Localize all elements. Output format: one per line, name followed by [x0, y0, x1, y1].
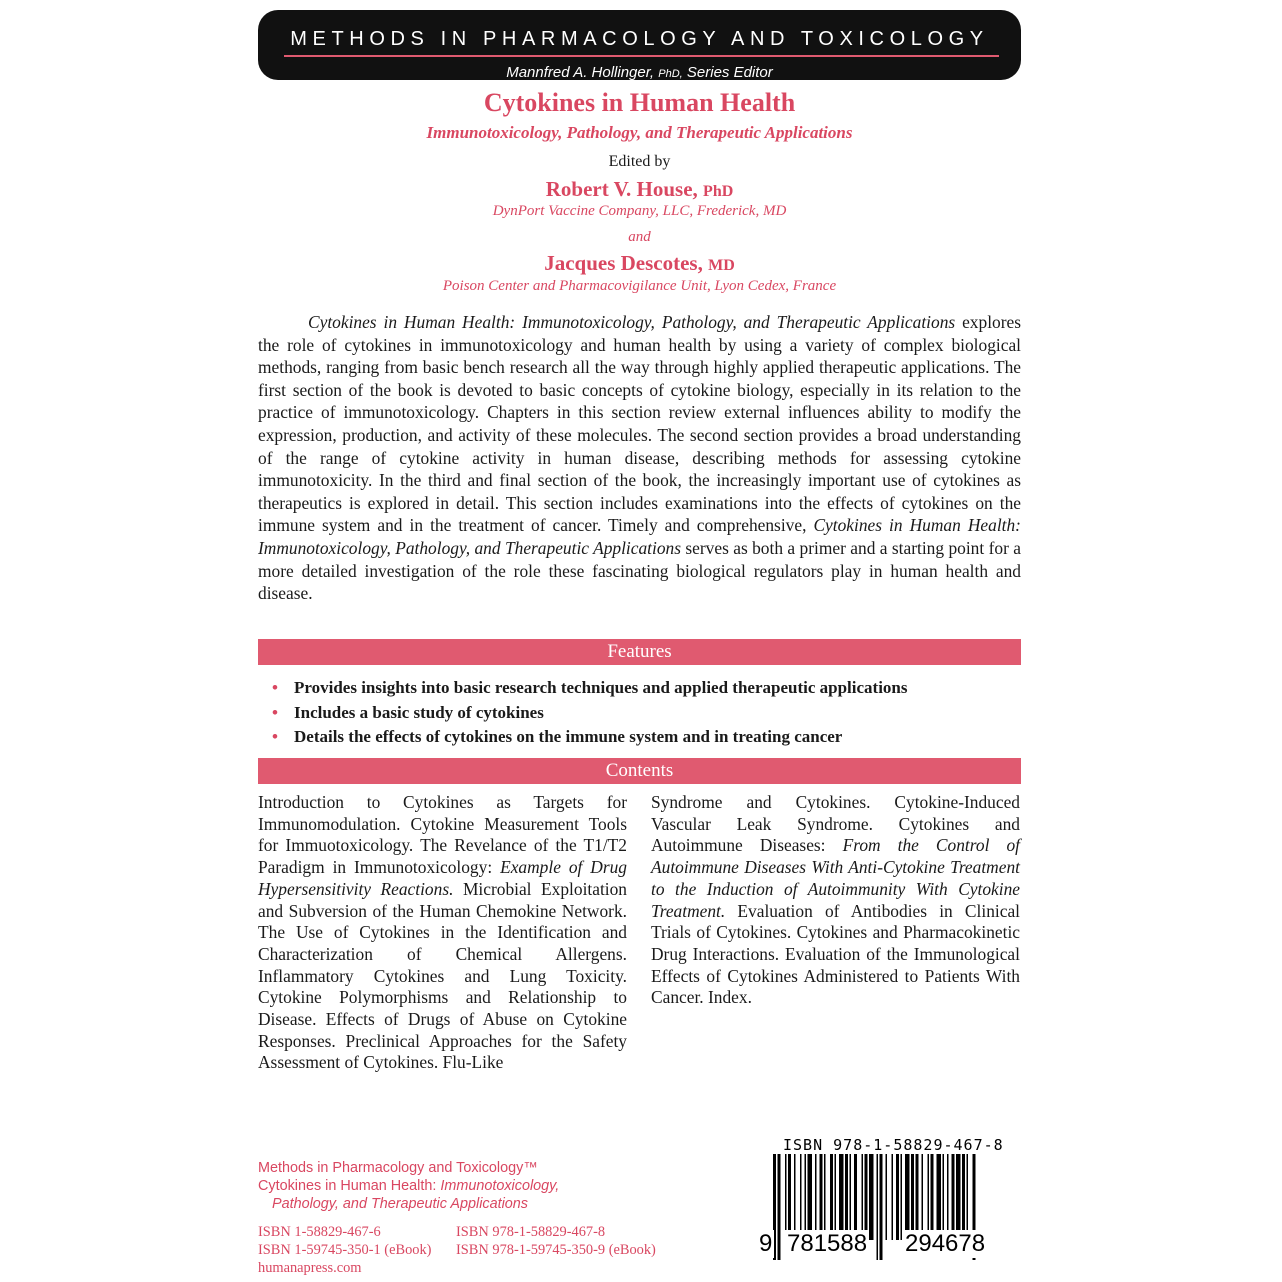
barcode-bar: [839, 1154, 844, 1240]
barcode-bar: [805, 1154, 807, 1240]
description-part1: explores the role of cytokines in immunotoxicology and human health by using a variety of complex biological methods, ranging from basic bench research all the way through highly applied therapeutic applications. The first section of the book is devoted to basic concepts of cytokine biology, especially in its relation to the practice of immunotoxicology. Chapters in this section review external influences ability to modify the expression, production, and activity of these molecules. The second section provides a broad understanding of the range of cytokine activity in human disease, describing methods for assessing cytokine immunotoxicity. In the third and final section of the book, the increasingly important use of cytokines as therapeutics is explored in detail. This section includes examinations into the effects of cytokines on the immune system and in the treatment of cancer. Timely and comprehensive,: [258, 312, 1022, 536]
barcode-bar: [901, 1154, 903, 1240]
isbn-grid: [258, 1223, 698, 1259]
editor1-name: Robert V. House,: [545, 177, 698, 201]
book-title: Cytokines in Human Health: [483, 88, 796, 117]
barcode-bar: [911, 1154, 914, 1240]
barcode-bar: [850, 1154, 852, 1240]
barcode-bar: [928, 1154, 930, 1240]
description-paragraph: [258, 311, 1021, 605]
feature-text: Includes a basic study of cytokines: [294, 702, 544, 722]
description-part2: serves as both a primer and a starting point for a more detailed investigation of the role these fascinating biological regulators play in human health and disease.: [258, 537, 1021, 604]
isbn13-ebook: ISBN 978-1-59745-350-9 (eBook): [456, 1242, 656, 1258]
editor2-name: Jacques Descotes,: [544, 251, 703, 275]
contents-left-b: Microbial Exploitation and Subversion of the Human Chemokine Network. The Use of Cytokines in the Identification and Characterization of Chemical Allergens. Inflammatory Cytokines and Lung Toxicity. Cytokine Polymorphisms and Relationship to Disease. Effects of Drugs of Abuse on Cytokine Responses. Preclinical Approaches for the Safety Assessment of Cytokines. Flu-Like: [258, 878, 627, 1073]
barcode-bar: [815, 1154, 817, 1240]
editor1-affiliation: DynPort Vaccine Company, LLC, Frederick, MD: [492, 203, 787, 219]
barcode-bar: [785, 1154, 787, 1240]
barcode-bar: [835, 1154, 837, 1240]
barcode-bar: [800, 1154, 802, 1240]
series-editor: [258, 64, 1021, 81]
contents-right-a: Syndrome and Cytokines. Cytokine-Induced Vascular Leak Syndrome. Cytokines and Autoimmune Diseases:: [651, 792, 1020, 856]
barcode-bar: [916, 1154, 919, 1240]
barcode-bar: [931, 1154, 934, 1240]
footer-title-plain: Cytokines in Human Health:: [258, 1178, 441, 1194]
barcode-bar: [905, 1154, 910, 1240]
barcode-bar: [952, 1154, 955, 1240]
barcode-bar: [869, 1154, 874, 1240]
series-rule: [284, 55, 999, 57]
feature-text: Provides insights into basic research techniques and applied therapeutic applications: [294, 678, 908, 697]
editor2: [258, 251, 1021, 276]
barcode-bar: [937, 1154, 942, 1240]
footer-title-italic2: Pathology, and Therapeutic Applications: [272, 1196, 528, 1212]
series-banner: [258, 10, 1021, 80]
barcode-bar: [788, 1154, 791, 1240]
contents-right-b: Evaluation of Antibodies in Clinical Trials of Cytokines. Cytokines and Pharmacokinetic Drug Interactions. Evaluation of the Immunological Effects of Cytokines Administered to Patients With Cancer. Index.: [651, 900, 1020, 1008]
barcode-number: [757, 1230, 1021, 1260]
contents-column-left: [258, 792, 627, 1074]
barcode-bar: [886, 1154, 888, 1240]
footer-title-italic1: Immunotoxicology,: [440, 1178, 560, 1194]
barcode-digit-first: 9: [759, 1230, 773, 1257]
edited-by: Edited by: [608, 153, 671, 170]
feature-text: Details the effects of cytokines on the immune system and in treating cancer: [294, 727, 843, 746]
barcode-digits-left: 781588: [787, 1230, 868, 1257]
description-italic-lead: Cytokines in Human Health: Immunotoxicology, Pathology, and Therapeutic Applications: [308, 312, 956, 332]
contents-right-italic: From the Control of Autoimmune Diseases With Anti-Cytokine Treatment to the Induction of Autoimmunity With Cytokine Treatment.: [651, 835, 1020, 921]
barcode-bar: [794, 1154, 796, 1240]
feature-item: [272, 676, 1022, 701]
contents-left-a: Introduction to Cytokines as Targets for Immunomodulation. Cytokine Measurement Tools for Immuotoxicology. The Revelance of the T1/T2 Paradigm in Immunotoxicology:: [258, 792, 627, 878]
barcode-bar: [962, 1154, 965, 1240]
isbn10-ebook: ISBN 1-59745-350-1 (eBook): [258, 1242, 432, 1258]
editor1: [258, 177, 1021, 202]
barcode-digits-right: 294678: [905, 1230, 986, 1257]
barcode-bar: [896, 1154, 899, 1240]
barcode-bar: [862, 1154, 864, 1240]
contents-left-italic: Example of Drug Hypersensitivity Reactions.: [258, 857, 627, 899]
footer-info: [258, 1159, 698, 1213]
feature-item: [272, 701, 1022, 726]
barcode-bar: [956, 1154, 961, 1240]
barcode-bar: [820, 1154, 823, 1240]
bullet-icon: •: [272, 702, 278, 722]
bullet-icon: •: [272, 727, 278, 746]
publisher-website[interactable]: humanapress.com: [258, 1260, 362, 1276]
book-description: [258, 311, 1021, 605]
barcode-bar: [967, 1154, 969, 1240]
and-connector: and: [628, 229, 651, 245]
editor2-affiliation: Poison Center and Pharmacovigilance Unit, Lyon Cedex, France: [442, 278, 837, 294]
barcode-bar: [865, 1154, 868, 1240]
feature-item: [272, 725, 1022, 750]
contents-column-right: [651, 792, 1020, 1009]
barcode-isbn-text: ISBN 978-1-58829-467-8: [783, 1136, 1004, 1154]
barcode-bar: [830, 1154, 833, 1240]
features-heading: Features: [258, 639, 1021, 665]
series-title: METHODS IN PHARMACOLOGY AND TOXICOLOGY: [290, 28, 989, 50]
series-editor-role: Series Editor: [686, 64, 773, 81]
barcode-bar: [854, 1154, 857, 1240]
footer-series-line: Methods in Pharmacology and Toxicology™: [258, 1160, 538, 1176]
barcode-bar: [892, 1154, 894, 1240]
book-subtitle: Immunotoxicology, Pathology, and Therapeutic Applications: [426, 123, 853, 142]
series-editor-name: Mannfred A. Hollinger,: [506, 64, 655, 81]
contents-heading: Contents: [258, 758, 1021, 784]
series-editor-degree: PhD,: [658, 68, 683, 80]
isbn-row-ebook: [258, 1241, 698, 1259]
barcode-bar: [824, 1154, 826, 1240]
editor2-degree: MD: [708, 257, 735, 274]
description-italic-mid: Cytokines in Human Health: Immunotoxicology, Pathology, and Therapeutic Applications: [258, 515, 1021, 558]
editor1-degree: PhD: [703, 183, 734, 200]
barcode-bar: [943, 1154, 945, 1240]
barcode-bar: [845, 1154, 848, 1240]
barcode-bar: [808, 1154, 813, 1240]
barcode-bar: [947, 1154, 949, 1240]
bullet-icon: •: [272, 678, 278, 697]
isbn10-print: ISBN 1-58829-467-6: [258, 1224, 381, 1240]
isbn-row-print: [258, 1223, 698, 1241]
features-list: [272, 676, 1022, 750]
isbn13-print: ISBN 978-1-58829-467-8: [456, 1224, 606, 1240]
barcode-bar: [922, 1154, 924, 1240]
